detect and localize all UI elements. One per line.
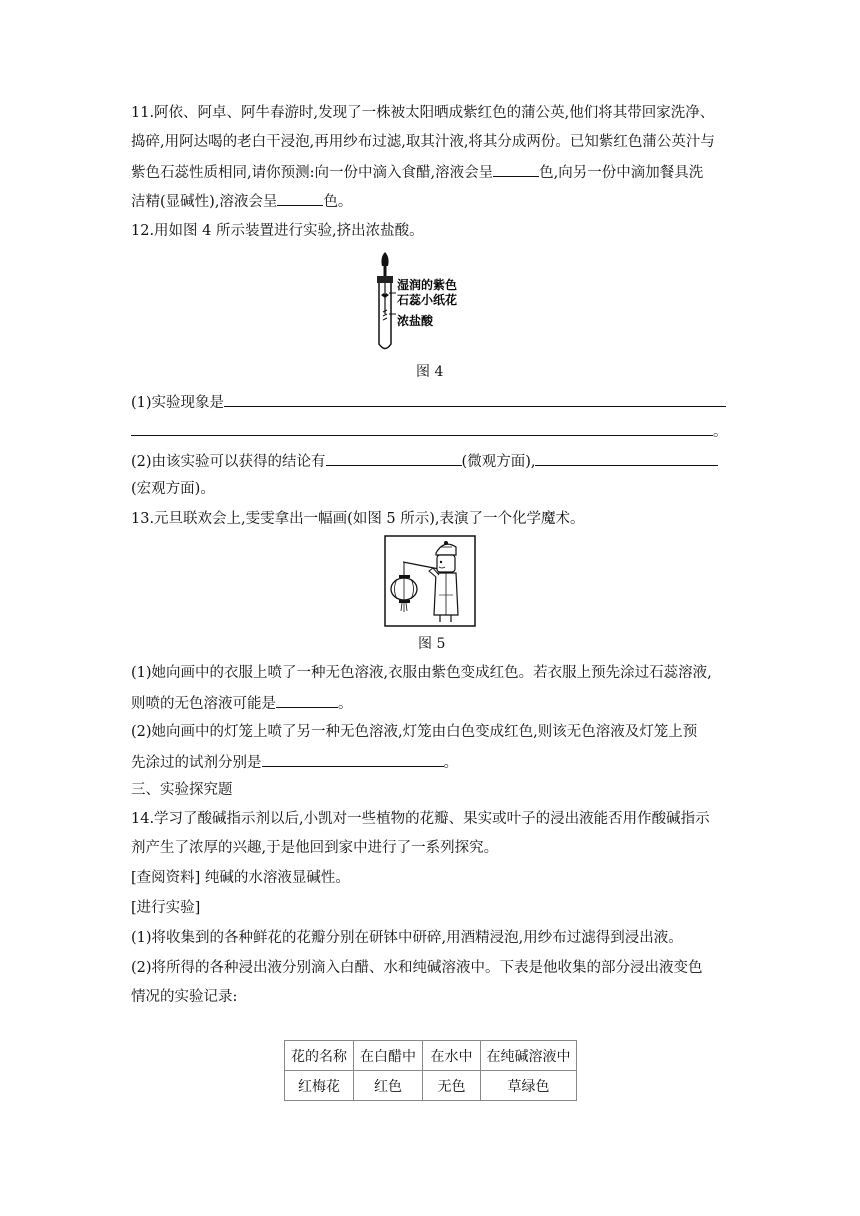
q11-blank-acid[interactable] (493, 161, 539, 177)
q12-stem: 12.用如图 4 所示装置进行实验,挤出浓盐酸。 (131, 223, 424, 239)
q12-part-2-text-a: (2)由该实验可以获得的结论有 (131, 454, 326, 470)
q14-reference: [查阅资料] 纯碱的水溶液显碱性。 (131, 870, 350, 886)
table-header-cell: 花的名称 (285, 1041, 354, 1071)
q13-part-2-line-1: (2)她向画中的灯笼上喷了另一种无色溶液,灯笼由白色变成红色,则该无色溶液及灯笼上预 (131, 724, 698, 740)
q11-blank-base[interactable] (277, 190, 323, 206)
q12-blank-phenomenon-2[interactable] (131, 420, 713, 436)
dropper-stem (384, 266, 387, 276)
q14-step-1: (1)将收集到的各种鲜花的花瓣分别在研钵中研碎,用酒精浸泡,用纱布过滤得到浸出液。 (131, 930, 683, 946)
table-header-row (285, 1041, 577, 1071)
q12-part-1-cont (131, 420, 728, 442)
q13-part-2-end: 。 (443, 755, 458, 771)
q12-blank-macro[interactable] (535, 450, 718, 466)
q13-part-1-line-1: (1)她向画中的衣服上喷了一种无色溶液,衣服由紫色变成红色。若衣服上预先涂过石蕊溶液, (131, 665, 712, 681)
q11-line-2: 捣碎,用阿达喝的老白干浸泡,再用纱布过滤,取其汁液,将其分成两份。已知紫红色蒲公英汁与 (131, 134, 715, 150)
stopper (377, 276, 393, 283)
q13-part-1-text: 则喷的无色溶液可能是 (131, 696, 276, 712)
q13-part-2-line-2 (131, 751, 458, 773)
q14-experiment-heading: [进行实验] (131, 900, 201, 916)
q12-part-1-end: 。 (713, 424, 728, 440)
q11-line-1: 11.阿依、阿卓、阿牛春游时,发现了一株被太阳晒成紫红色的蒲公英,他们将其带回家洗净、 (131, 105, 715, 121)
section-title: 三、实验探究题 (131, 782, 233, 798)
q14-line-2: 剂产生了浓厚的兴趣,于是他回到家中进行了一系列探究。 (131, 840, 499, 856)
table-cell: 红色 (354, 1071, 423, 1101)
q14-step-2-line-2: 情况的实验记录: (131, 989, 238, 1005)
q12-blank-phenomenon-1[interactable] (224, 391, 726, 407)
boy-head (437, 555, 455, 572)
q12-part-2-cont: (宏观方面)。 (131, 481, 215, 497)
q13-part-1-end: 。 (338, 696, 353, 712)
q11-line-4-text-a: 洁精(显碱性),溶液会呈 (131, 194, 278, 210)
table-header-cell: 在纯碱溶液中 (481, 1041, 577, 1071)
results-table (284, 1040, 577, 1101)
label-flower-1: 湿润的紫色 (397, 278, 458, 292)
q11-line-4 (131, 190, 352, 212)
q11-line-4-text-b: 色。 (323, 194, 353, 210)
table-row (285, 1071, 577, 1101)
q13-blank-solution[interactable] (276, 692, 338, 708)
q13-part-1-line-2 (131, 692, 353, 714)
q12-part-2-text-b: (微观方面), (461, 454, 536, 470)
label-acid: 浓盐酸 (397, 314, 434, 328)
q13-stem: 13.元旦联欢会上,雯雯拿出一幅画(如图 5 所示),表演了一个化学魔术。 (131, 511, 585, 527)
q12-part-1 (131, 391, 726, 413)
table-header-cell: 在水中 (423, 1041, 481, 1071)
table-cell: 草绿色 (481, 1071, 577, 1101)
q13-blank-reagents[interactable] (262, 751, 444, 767)
label-flower-2: 石蕊小纸花 (397, 293, 458, 307)
q11-line-3 (131, 161, 703, 183)
figure-5-caption: 图 5 (418, 636, 446, 652)
q14-step-2-line-1: (2)将所得的各种浸出液分别滴入白醋、水和纯碱溶液中。下表是他收集的部分浸出液变色 (131, 960, 703, 976)
lantern-boy-figure (384, 535, 476, 627)
q11-line-3-text-b: 色,向另一份中滴加餐具洗 (539, 165, 704, 181)
dropper-bulb (381, 252, 388, 266)
q14-line-1: 14.学习了酸碱指示剂以后,小凯对一些植物的花瓣、果实或叶子的浸出液能否用作酸碱指示 (131, 811, 710, 827)
q12-part-1-text: (1)实验现象是 (131, 395, 225, 411)
table-cell: 红梅花 (285, 1071, 354, 1101)
table-cell: 无色 (423, 1071, 481, 1101)
figure-4-caption: 图 4 (416, 364, 444, 380)
q13-part-2-text: 先涂过的试剂分别是 (131, 755, 262, 771)
q12-blank-micro[interactable] (326, 450, 462, 466)
q11-line-3-text-a: 紫色石蕊性质相同,请你预测:向一份中滴入食醋,溶液会呈 (131, 165, 494, 181)
table-header-cell: 在白醋中 (354, 1041, 423, 1071)
test-tube-figure (376, 252, 480, 356)
q12-part-2 (131, 450, 718, 472)
